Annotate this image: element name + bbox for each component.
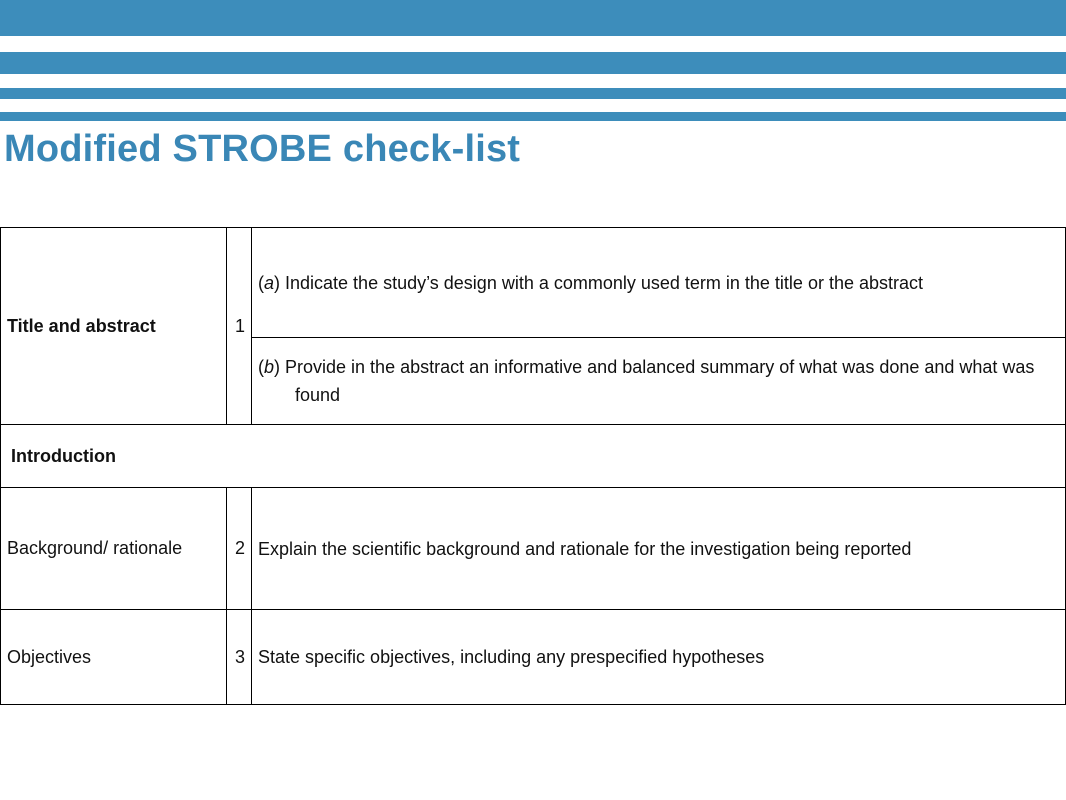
item-number: 2 bbox=[227, 488, 252, 610]
item-b-description: Provide in the abstract an informative and balanced summary of what was done and what was found bbox=[285, 357, 1035, 405]
section-objectives: Objectives bbox=[1, 610, 227, 705]
section-background: Background/ rationale bbox=[1, 488, 227, 610]
section-introduction: Introduction bbox=[1, 425, 1066, 488]
header-stripe-2 bbox=[0, 52, 1066, 74]
table-row bbox=[1, 610, 1066, 705]
item-description bbox=[252, 338, 1066, 425]
item-b-text: (b) Provide in the abstract an informative and balanced summary of what was done and what was found bbox=[258, 357, 1035, 405]
slide-title: Modified STROBE check-list bbox=[4, 128, 521, 170]
item-description bbox=[252, 228, 1066, 338]
table-row bbox=[1, 228, 1066, 338]
item-number: 3 bbox=[227, 610, 252, 705]
header-stripe-1 bbox=[0, 0, 1066, 36]
item-a-marker: a bbox=[264, 272, 275, 293]
table-row bbox=[1, 425, 1066, 488]
item-b-marker: b bbox=[264, 357, 275, 377]
header-stripe-4 bbox=[0, 112, 1066, 121]
strobe-checklist-table bbox=[0, 227, 1066, 705]
section-title-abstract: Title and abstract bbox=[1, 228, 227, 425]
table-row bbox=[1, 488, 1066, 610]
item-a-text: (a) Indicate the study’s design with a commonly used term in the title or the abstract bbox=[258, 272, 924, 293]
objectives-text: State specific objectives, including any prespecified hypotheses bbox=[252, 610, 1066, 705]
background-text: Explain the scientific background and rationale for the investigation being reported bbox=[258, 538, 912, 559]
item-description bbox=[252, 488, 1066, 610]
item-number: 1 bbox=[227, 228, 252, 425]
item-a-description: Indicate the study’s design with a commonly used term in the title or the abstract bbox=[285, 272, 924, 293]
header-stripe-3 bbox=[0, 88, 1066, 99]
